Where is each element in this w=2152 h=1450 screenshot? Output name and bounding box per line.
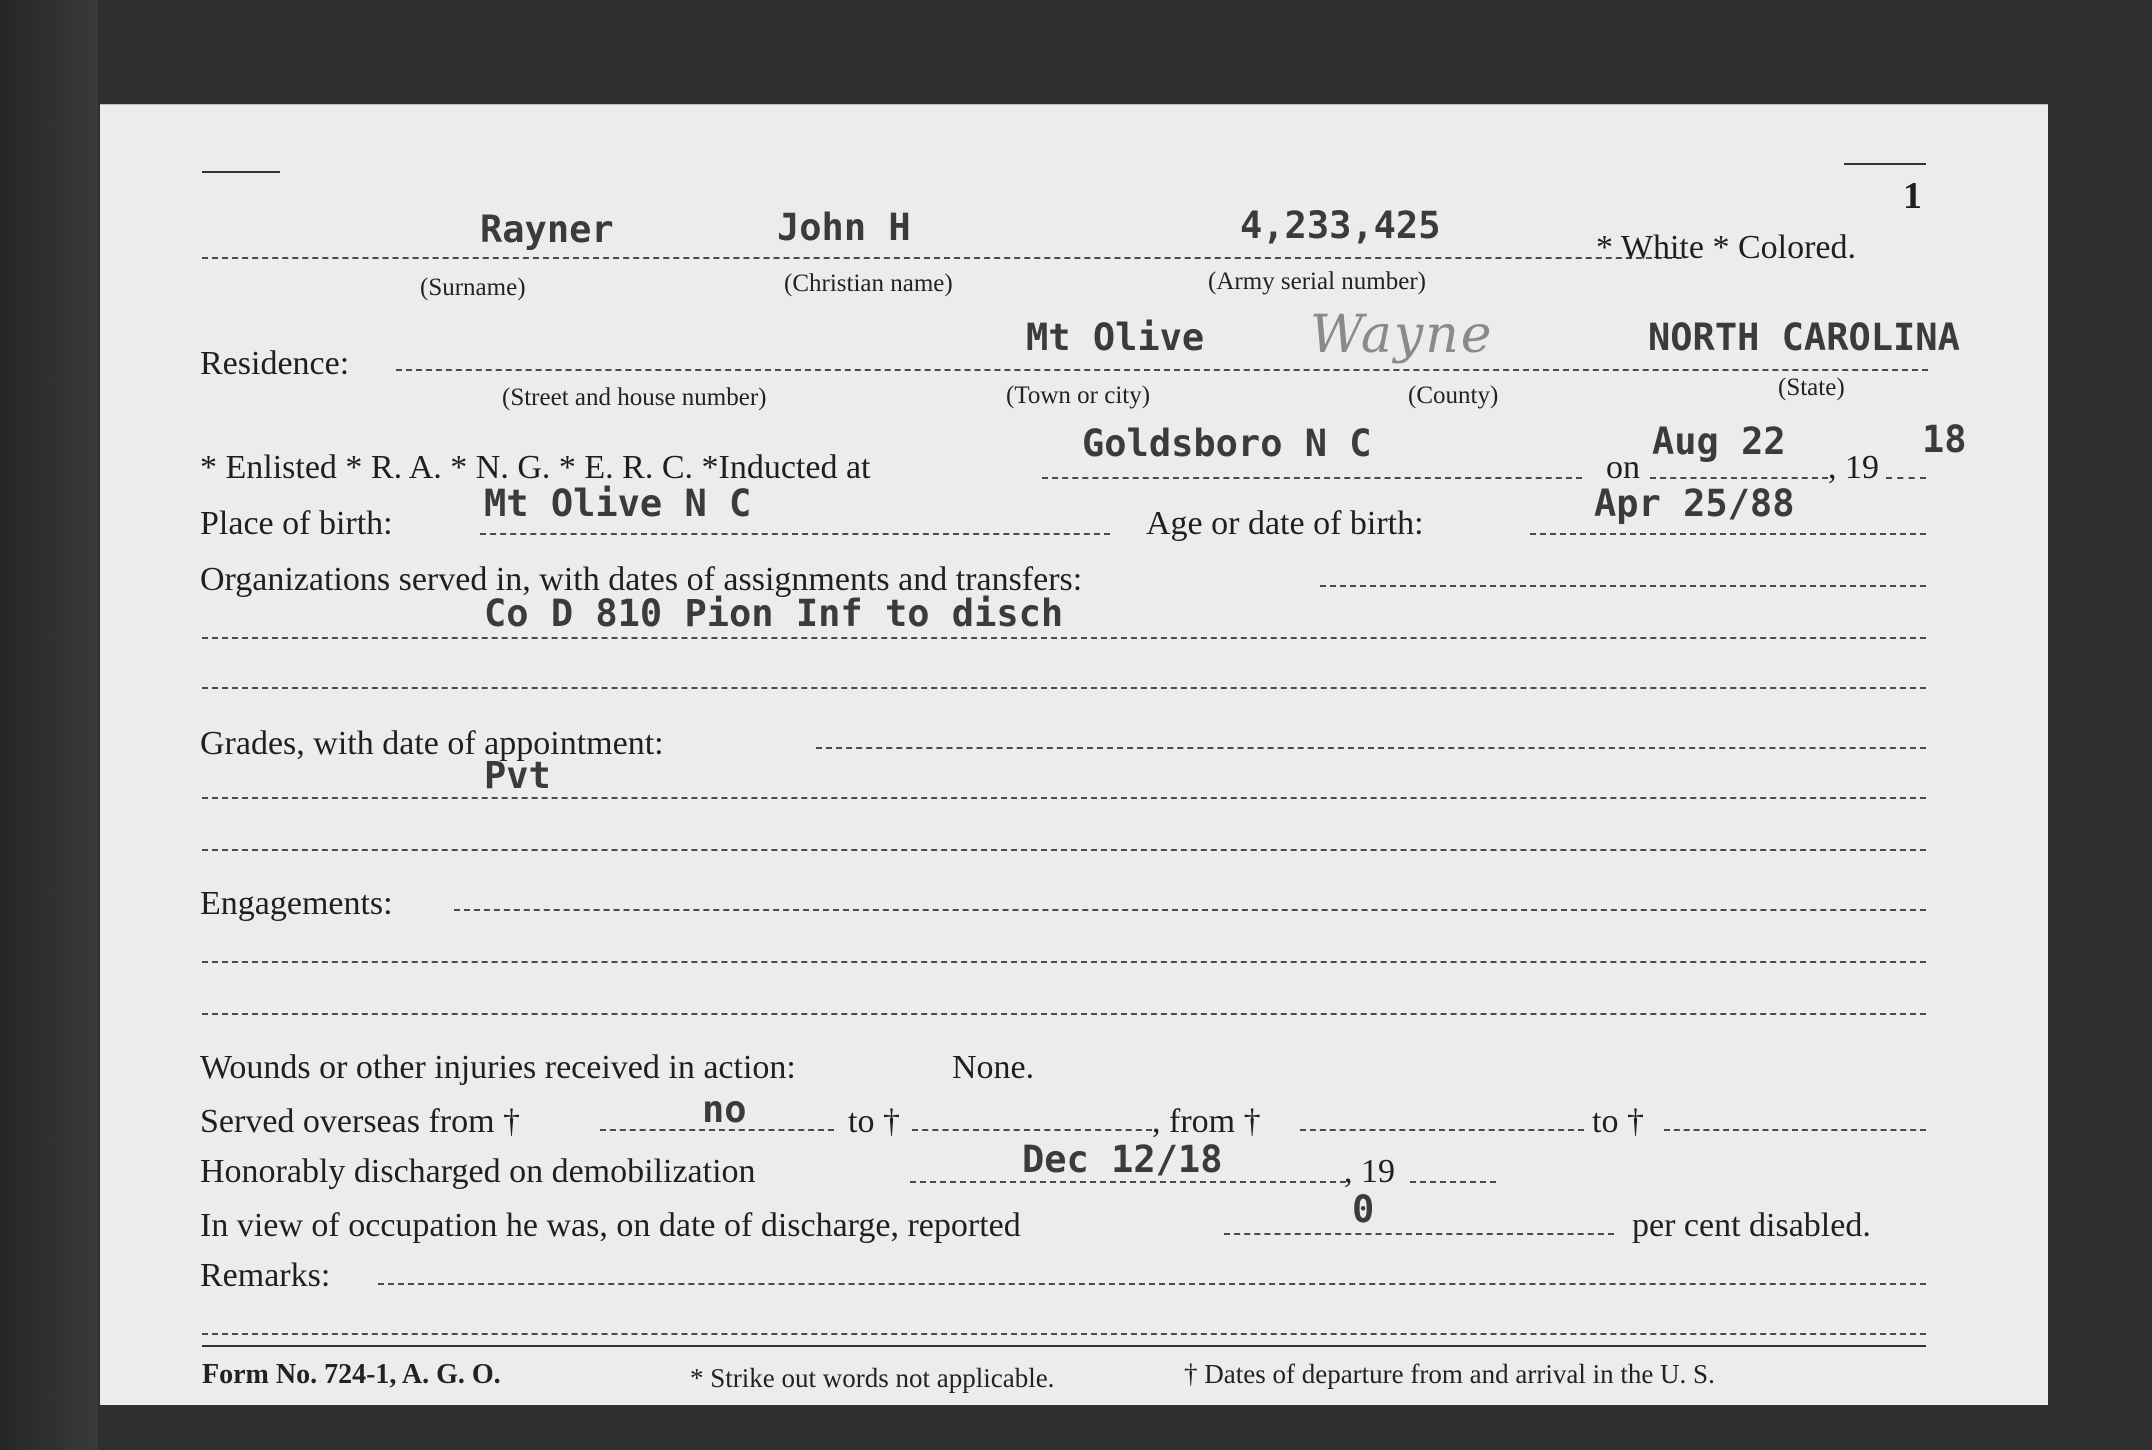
top-left-rule	[202, 171, 280, 173]
service-record-card	[100, 104, 2048, 1405]
birth-place-label: Place of birth:	[200, 505, 393, 542]
wounds-label: Wounds or other injuries received in action:	[200, 1049, 796, 1086]
residence-county-value: Wayne	[1310, 305, 1494, 365]
town-caption: (Town or city)	[1006, 382, 1151, 409]
residence-line	[396, 369, 1928, 371]
enlistment-on-label: on	[1606, 449, 1640, 486]
strike-note: * Strike out words not applicable.	[690, 1363, 1055, 1393]
residence-label: Residence:	[200, 345, 350, 382]
card-number: 1	[1903, 175, 1922, 217]
engagements-line-2	[202, 1013, 1926, 1015]
overseas-to2-label: to †	[1592, 1103, 1644, 1140]
birth-place-line	[480, 533, 1110, 535]
name-line	[202, 257, 1682, 259]
disability-suffix: per cent disabled.	[1632, 1207, 1871, 1244]
remarks-label: Remarks:	[200, 1257, 331, 1294]
enlistment-year-prefix: , 19	[1828, 449, 1879, 486]
race-options: * White * Colored.	[1596, 229, 1856, 266]
residence-state-value: NORTH CAROLINA	[1648, 316, 1960, 359]
disability-value: 0	[1352, 1188, 1375, 1231]
organizations-line-1	[202, 637, 1926, 639]
overseas-to2-line	[1664, 1129, 1926, 1131]
serial-number-value: 4,233,425	[1240, 204, 1441, 247]
overseas-from-value: no	[702, 1088, 747, 1131]
wounds-value: None.	[952, 1049, 1035, 1086]
grades-value: Pvt	[484, 754, 551, 797]
disability-label: In view of occupation he was, on date of discharge, reported	[200, 1207, 1021, 1244]
grades-line-2	[202, 849, 1926, 851]
form-number: Form No. 724-1, A. G. O.	[202, 1359, 501, 1390]
enlistment-date-line	[1650, 477, 1828, 479]
enlistment-label: * Enlisted * R. A. * N. G. * E. R. C. *Inducted at	[200, 449, 871, 486]
discharge-label: Honorably discharged on demobilization	[200, 1153, 756, 1190]
overseas-from2-line	[1300, 1129, 1584, 1131]
county-caption: (County)	[1408, 382, 1499, 409]
enlistment-place-line	[1042, 477, 1582, 479]
organizations-label: Organizations served in, with dates of assignments and transfers:	[200, 561, 1083, 598]
grades-line-1	[202, 797, 1926, 799]
surname-value: Rayner	[480, 208, 614, 251]
organizations-line-0	[1320, 585, 1926, 587]
discharge-year-prefix: , 19	[1344, 1153, 1395, 1190]
enlistment-year-line	[1886, 477, 1926, 479]
birth-place-value: Mt Olive N C	[484, 482, 752, 525]
discharge-date-line	[910, 1181, 1346, 1183]
discharge-date-value: Dec 12/18	[1022, 1138, 1223, 1181]
birth-date-value: Apr 25/88	[1594, 482, 1795, 525]
serial-number-caption: (Army serial number)	[1208, 268, 1426, 295]
disability-line	[1224, 1233, 1614, 1235]
remarks-line-1	[202, 1333, 1926, 1335]
residence-town-value: Mt Olive	[1026, 316, 1205, 359]
overseas-from2-label: , from †	[1152, 1103, 1261, 1140]
grades-label: Grades, with date of appointment:	[200, 725, 664, 762]
christian-name-value: John H	[777, 206, 911, 249]
street-caption: (Street and house number)	[502, 384, 767, 411]
organizations-line-2	[202, 687, 1926, 689]
christian-name-caption: (Christian name)	[784, 270, 953, 297]
state-caption: (State)	[1778, 374, 1845, 401]
organizations-value: Co D 810 Pion Inf to disch	[484, 592, 1064, 635]
engagements-line-1	[202, 961, 1926, 963]
engagements-line-0	[454, 909, 1926, 911]
top-right-rule	[1844, 163, 1926, 165]
scanner-background	[0, 0, 98, 1450]
remarks-line-0	[378, 1283, 1926, 1285]
enlistment-place-value: Goldsboro N C	[1082, 422, 1372, 465]
footer-rule	[202, 1345, 1926, 1347]
overseas-to-line	[912, 1129, 1152, 1131]
overseas-from-label: Served overseas from †	[200, 1103, 521, 1140]
enlistment-year-value: 18	[1922, 418, 1967, 461]
grades-line-0	[816, 747, 1926, 749]
overseas-to-label: to †	[848, 1103, 900, 1140]
dates-note: † Dates of departure from and arrival in the U. S.	[1184, 1359, 1715, 1389]
birth-date-line	[1530, 533, 1926, 535]
enlistment-date-value: Aug 22	[1652, 420, 1786, 463]
discharge-year-line	[1410, 1181, 1496, 1183]
birth-date-label: Age or date of birth:	[1146, 505, 1424, 542]
surname-caption: (Surname)	[420, 274, 526, 301]
engagements-label: Engagements:	[200, 885, 393, 922]
